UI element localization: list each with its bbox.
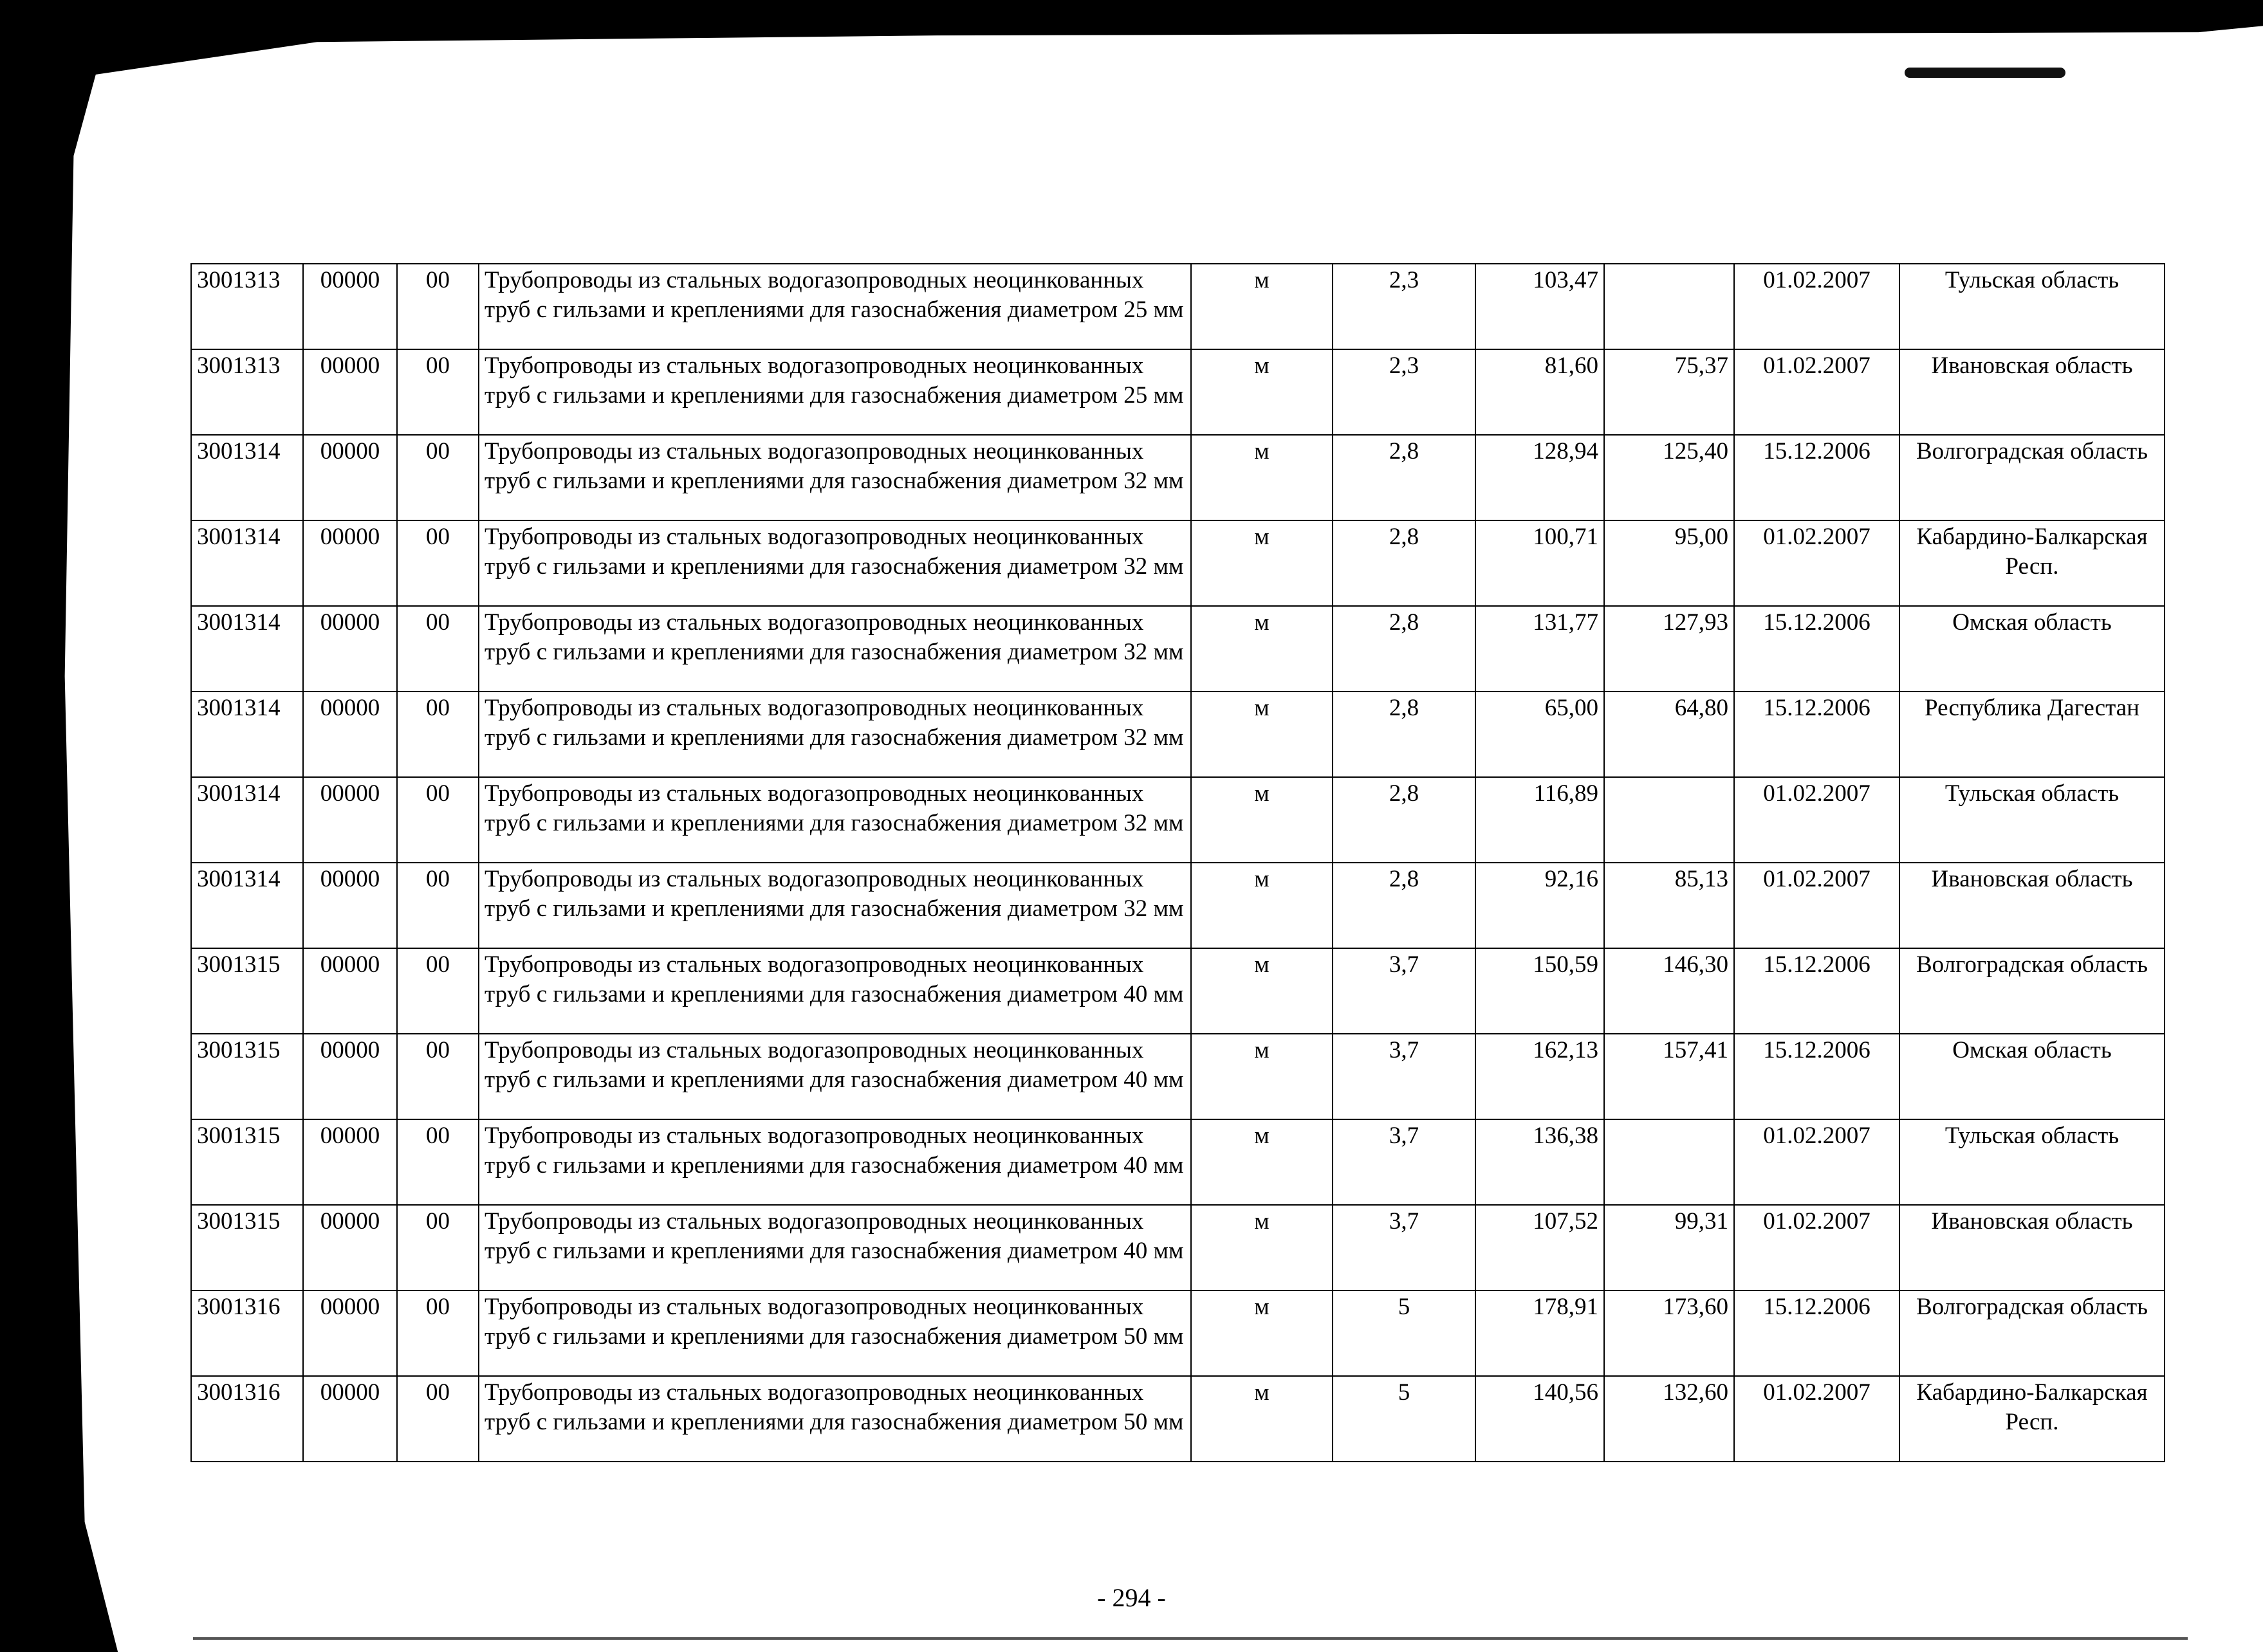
suffix-cell: 00 xyxy=(397,1290,479,1376)
unit-cell: м xyxy=(1191,863,1333,948)
date-cell: 01.02.2007 xyxy=(1734,1376,1899,1462)
description-cell: Трубопроводы из стальных водогазопроводных неоцинкованных труб с гильзами и креплениями для газоснабжения диаметром 32 мм xyxy=(479,692,1191,777)
description-cell: Трубопроводы из стальных водогазопроводных неоцинкованных труб с гильзами и креплениями для газоснабжения диаметром 25 мм xyxy=(479,264,1191,349)
unit-cell: м xyxy=(1191,435,1333,520)
suffix-cell: 00 xyxy=(397,520,479,606)
unit-cell: м xyxy=(1191,948,1333,1034)
region-cell: Кабардино-Балкарская Респ. xyxy=(1899,520,2165,606)
table-row xyxy=(191,692,2165,777)
date-cell: 01.02.2007 xyxy=(1734,520,1899,606)
price-alt-cell: 173,60 xyxy=(1604,1290,1734,1376)
scan-edge-line xyxy=(193,1637,2188,1640)
region-cell: Тульская область xyxy=(1899,1119,2165,1205)
table-row xyxy=(191,349,2165,435)
price-cell: 162,13 xyxy=(1475,1034,1604,1119)
region-cell: Ивановская область xyxy=(1899,1205,2165,1290)
item-code-cell: 3001315 xyxy=(191,1205,303,1290)
price-alt-cell: 157,41 xyxy=(1604,1034,1734,1119)
norm-cell: 2,8 xyxy=(1333,520,1475,606)
item-code-cell: 3001314 xyxy=(191,435,303,520)
description-cell: Трубопроводы из стальных водогазопроводных неоцинкованных труб с гильзами и креплениями для газоснабжения диаметром 25 мм xyxy=(479,349,1191,435)
norm-cell: 5 xyxy=(1333,1376,1475,1462)
description-cell: Трубопроводы из стальных водогазопроводных неоцинкованных труб с гильзами и креплениями для газоснабжения диаметром 50 мм xyxy=(479,1290,1191,1376)
norm-cell: 5 xyxy=(1333,1290,1475,1376)
unit-cell: м xyxy=(1191,349,1333,435)
table-row xyxy=(191,948,2165,1034)
price-alt-cell: 75,37 xyxy=(1604,349,1734,435)
item-code-cell: 3001314 xyxy=(191,777,303,863)
price-cell: 116,89 xyxy=(1475,777,1604,863)
norm-cell: 2,8 xyxy=(1333,777,1475,863)
table-row xyxy=(191,606,2165,692)
subcode-cell: 00000 xyxy=(303,777,397,863)
price-cell: 178,91 xyxy=(1475,1290,1604,1376)
description-cell: Трубопроводы из стальных водогазопроводных неоцинкованных труб с гильзами и креплениями для газоснабжения диаметром 40 мм xyxy=(479,1119,1191,1205)
date-cell: 01.02.2007 xyxy=(1734,264,1899,349)
suffix-cell: 00 xyxy=(397,606,479,692)
description-cell: Трубопроводы из стальных водогазопроводных неоцинкованных труб с гильзами и креплениями для газоснабжения диаметром 32 мм xyxy=(479,435,1191,520)
subcode-cell: 00000 xyxy=(303,264,397,349)
price-cell: 131,77 xyxy=(1475,606,1604,692)
item-code-cell: 3001314 xyxy=(191,606,303,692)
price-alt-cell xyxy=(1604,264,1734,349)
region-cell: Республика Дагестан xyxy=(1899,692,2165,777)
date-cell: 15.12.2006 xyxy=(1734,606,1899,692)
price-alt-cell: 125,40 xyxy=(1604,435,1734,520)
price-cell: 100,71 xyxy=(1475,520,1604,606)
norm-cell: 3,7 xyxy=(1333,1034,1475,1119)
unit-cell: м xyxy=(1191,777,1333,863)
price-cell: 140,56 xyxy=(1475,1376,1604,1462)
norm-cell: 3,7 xyxy=(1333,1119,1475,1205)
date-cell: 15.12.2006 xyxy=(1734,948,1899,1034)
unit-cell: м xyxy=(1191,264,1333,349)
unit-cell: м xyxy=(1191,1034,1333,1119)
price-alt-cell: 132,60 xyxy=(1604,1376,1734,1462)
suffix-cell: 00 xyxy=(397,1119,479,1205)
item-code-cell: 3001316 xyxy=(191,1376,303,1462)
item-code-cell: 3001313 xyxy=(191,349,303,435)
date-cell: 01.02.2007 xyxy=(1734,1205,1899,1290)
date-cell: 15.12.2006 xyxy=(1734,435,1899,520)
subcode-cell: 00000 xyxy=(303,692,397,777)
suffix-cell: 00 xyxy=(397,863,479,948)
norm-cell: 2,3 xyxy=(1333,264,1475,349)
date-cell: 15.12.2006 xyxy=(1734,1290,1899,1376)
suffix-cell: 00 xyxy=(397,948,479,1034)
subcode-cell: 00000 xyxy=(303,863,397,948)
description-cell: Трубопроводы из стальных водогазопроводных неоцинкованных труб с гильзами и креплениями для газоснабжения диаметром 40 мм xyxy=(479,948,1191,1034)
norm-cell: 3,7 xyxy=(1333,1205,1475,1290)
unit-cell: м xyxy=(1191,606,1333,692)
norm-cell: 2,8 xyxy=(1333,606,1475,692)
date-cell: 01.02.2007 xyxy=(1734,777,1899,863)
item-code-cell: 3001314 xyxy=(191,520,303,606)
unit-cell: м xyxy=(1191,1205,1333,1290)
unit-cell: м xyxy=(1191,1119,1333,1205)
region-cell: Ивановская область xyxy=(1899,349,2165,435)
item-code-cell: 3001313 xyxy=(191,264,303,349)
norm-cell: 2,3 xyxy=(1333,349,1475,435)
subcode-cell: 00000 xyxy=(303,606,397,692)
item-code-cell: 3001314 xyxy=(191,863,303,948)
suffix-cell: 00 xyxy=(397,692,479,777)
item-code-cell: 3001315 xyxy=(191,1119,303,1205)
description-cell: Трубопроводы из стальных водогазопроводных неоцинкованных труб с гильзами и креплениями для газоснабжения диаметром 40 мм xyxy=(479,1034,1191,1119)
price-cell: 128,94 xyxy=(1475,435,1604,520)
description-cell: Трубопроводы из стальных водогазопроводных неоцинкованных труб с гильзами и креплениями для газоснабжения диаметром 32 мм xyxy=(479,863,1191,948)
item-code-cell: 3001315 xyxy=(191,1034,303,1119)
region-cell: Волгоградская область xyxy=(1899,1290,2165,1376)
date-cell: 01.02.2007 xyxy=(1734,349,1899,435)
suffix-cell: 00 xyxy=(397,435,479,520)
date-cell: 15.12.2006 xyxy=(1734,1034,1899,1119)
price-cell: 136,38 xyxy=(1475,1119,1604,1205)
table-row xyxy=(191,1119,2165,1205)
norm-cell: 3,7 xyxy=(1333,948,1475,1034)
subcode-cell: 00000 xyxy=(303,1376,397,1462)
region-cell: Тульская область xyxy=(1899,264,2165,349)
price-alt-cell: 146,30 xyxy=(1604,948,1734,1034)
unit-cell: м xyxy=(1191,520,1333,606)
region-cell: Волгоградская область xyxy=(1899,435,2165,520)
price-cell: 65,00 xyxy=(1475,692,1604,777)
subcode-cell: 00000 xyxy=(303,520,397,606)
table-row xyxy=(191,1034,2165,1119)
table-row xyxy=(191,520,2165,606)
item-code-cell: 3001316 xyxy=(191,1290,303,1376)
price-cell: 150,59 xyxy=(1475,948,1604,1034)
norm-cell: 2,8 xyxy=(1333,692,1475,777)
price-alt-cell: 85,13 xyxy=(1604,863,1734,948)
price-alt-cell: 99,31 xyxy=(1604,1205,1734,1290)
subcode-cell: 00000 xyxy=(303,349,397,435)
page-number: - 294 - xyxy=(1097,1583,1166,1612)
norm-cell: 2,8 xyxy=(1333,863,1475,948)
price-cell: 103,47 xyxy=(1475,264,1604,349)
norm-cell: 2,8 xyxy=(1333,435,1475,520)
unit-cell: м xyxy=(1191,1290,1333,1376)
region-cell: Омская область xyxy=(1899,1034,2165,1119)
subcode-cell: 00000 xyxy=(303,948,397,1034)
date-cell: 15.12.2006 xyxy=(1734,692,1899,777)
suffix-cell: 00 xyxy=(397,1034,479,1119)
price-alt-cell: 64,80 xyxy=(1604,692,1734,777)
price-cell: 92,16 xyxy=(1475,863,1604,948)
description-cell: Трубопроводы из стальных водогазопроводных неоцинкованных труб с гильзами и креплениями для газоснабжения диаметром 40 мм xyxy=(479,1205,1191,1290)
subcode-cell: 00000 xyxy=(303,1290,397,1376)
item-code-cell: 3001314 xyxy=(191,692,303,777)
price-table xyxy=(190,263,2165,1462)
price-alt-cell: 95,00 xyxy=(1604,520,1734,606)
suffix-cell: 00 xyxy=(397,777,479,863)
table-row xyxy=(191,264,2165,349)
subcode-cell: 00000 xyxy=(303,435,397,520)
description-cell: Трубопроводы из стальных водогазопроводных неоцинкованных труб с гильзами и креплениями для газоснабжения диаметром 50 мм xyxy=(479,1376,1191,1462)
scan-smudge xyxy=(1905,68,2065,78)
subcode-cell: 00000 xyxy=(303,1034,397,1119)
suffix-cell: 00 xyxy=(397,1205,479,1290)
subcode-cell: 00000 xyxy=(303,1205,397,1290)
table-row xyxy=(191,1376,2165,1462)
suffix-cell: 00 xyxy=(397,264,479,349)
price-cell: 107,52 xyxy=(1475,1205,1604,1290)
date-cell: 01.02.2007 xyxy=(1734,1119,1899,1205)
price-cell: 81,60 xyxy=(1475,349,1604,435)
region-cell: Ивановская область xyxy=(1899,863,2165,948)
price-alt-cell: 127,93 xyxy=(1604,606,1734,692)
date-cell: 01.02.2007 xyxy=(1734,863,1899,948)
subcode-cell: 00000 xyxy=(303,1119,397,1205)
suffix-cell: 00 xyxy=(397,349,479,435)
unit-cell: м xyxy=(1191,692,1333,777)
region-cell: Кабардино-Балкарская Респ. xyxy=(1899,1376,2165,1462)
item-code-cell: 3001315 xyxy=(191,948,303,1034)
suffix-cell: 00 xyxy=(397,1376,479,1462)
table-row xyxy=(191,777,2165,863)
description-cell: Трубопроводы из стальных водогазопроводных неоцинкованных труб с гильзами и креплениями для газоснабжения диаметром 32 мм xyxy=(479,520,1191,606)
description-cell: Трубопроводы из стальных водогазопроводных неоцинкованных труб с гильзами и креплениями для газоснабжения диаметром 32 мм xyxy=(479,777,1191,863)
table-row xyxy=(191,1205,2165,1290)
region-cell: Омская область xyxy=(1899,606,2165,692)
table-row xyxy=(191,435,2165,520)
price-alt-cell xyxy=(1604,777,1734,863)
region-cell: Тульская область xyxy=(1899,777,2165,863)
region-cell: Волгоградская область xyxy=(1899,948,2165,1034)
description-cell: Трубопроводы из стальных водогазопроводных неоцинкованных труб с гильзами и креплениями для газоснабжения диаметром 32 мм xyxy=(479,606,1191,692)
table-row xyxy=(191,1290,2165,1376)
table-body xyxy=(191,264,2165,1462)
unit-cell: м xyxy=(1191,1376,1333,1462)
table-row xyxy=(191,863,2165,948)
price-alt-cell xyxy=(1604,1119,1734,1205)
